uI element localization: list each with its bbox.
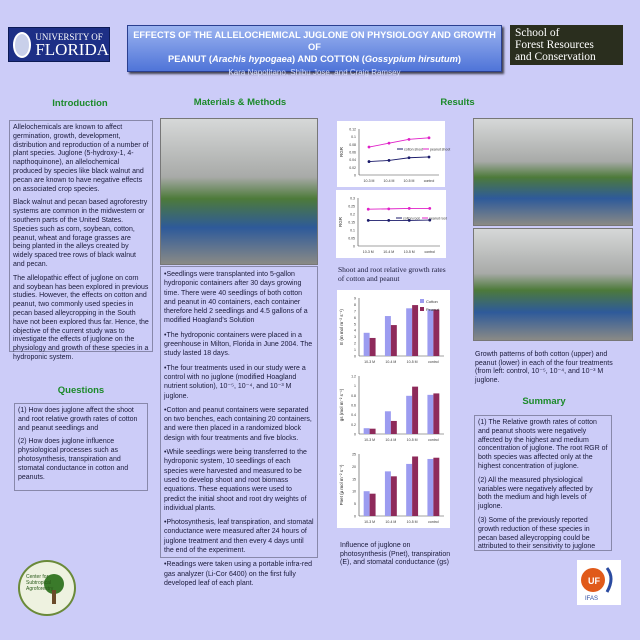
data-point bbox=[408, 156, 411, 159]
y-tick-label: 0 bbox=[353, 244, 355, 249]
methods-heading: Materials & Methods bbox=[193, 97, 287, 108]
x-tick-label: 10-5 M bbox=[406, 520, 418, 524]
y-tick-label: 0.8 bbox=[351, 393, 356, 398]
summary-box bbox=[474, 415, 612, 551]
y-tick-label: 1.2 bbox=[351, 374, 356, 379]
uf-logo-line1: UNIVERSITY OF bbox=[35, 31, 103, 42]
y-tick-label: 0.08 bbox=[349, 142, 356, 147]
y-tick-label: 0.1 bbox=[350, 228, 355, 233]
summary-item: (2) All the measured physiological variables were negatively affected by both the medium and high levels of juglone. bbox=[478, 476, 593, 511]
bar-peanut bbox=[433, 458, 439, 516]
data-point bbox=[368, 146, 371, 149]
bar-peanut bbox=[433, 310, 439, 356]
poster-title-banner bbox=[127, 25, 502, 77]
question-item: (2) How does juglone influence physiological processes such as photosynthesis, transpiration and stomatal conductance in cotton and peanuts. bbox=[18, 438, 129, 481]
y-tick-label: 0.2 bbox=[350, 212, 355, 217]
y-tick-label: 1 bbox=[354, 348, 356, 353]
bar-peanut bbox=[391, 476, 397, 516]
methods-item: •The hydroponic containers were placed in a greenhouse in Milton, Florida in June 2004. The study lasted 18 days. bbox=[164, 331, 313, 358]
svg-text:Center for: Center for bbox=[26, 574, 49, 580]
photosynthesis-chart bbox=[337, 446, 450, 528]
x-tick-label: 10-4 M bbox=[383, 179, 395, 183]
bar-peanut bbox=[412, 456, 418, 516]
bar-peanut bbox=[391, 325, 397, 356]
summary-heading: Summary bbox=[522, 396, 566, 407]
y-tick-label: 0.02 bbox=[349, 165, 356, 170]
bar-peanut bbox=[412, 387, 418, 434]
x-tick-label: 10-5 M bbox=[403, 179, 415, 183]
intro-heading: Introduction bbox=[52, 98, 108, 109]
bar-cotton bbox=[385, 411, 391, 434]
y-tick-label: 0 bbox=[354, 514, 356, 519]
y-tick-label: 0.1 bbox=[351, 135, 356, 140]
x-tick-label: 10-4 M bbox=[385, 520, 397, 524]
x-tick-label: 10-5 M bbox=[406, 360, 418, 364]
physio-caption: Influence of juglone on photosynthesis (Pnet), transpiration (E), and stomatal conductance (gs) bbox=[340, 542, 451, 566]
bar-peanut bbox=[391, 421, 397, 434]
physiology-chart-panel bbox=[337, 290, 450, 528]
summary-item: (3) Some of the previously reported growth reduction of these species in pecan based alleycropping could be attributed to their sensitivity to juglone bbox=[478, 516, 596, 551]
school-line1: School of bbox=[515, 27, 560, 39]
methods-item: •The four treatments used in our study were a control with no juglone (modified Hoagland nutrient solution), 10⁻⁵, 10⁻⁴, and 10⁻³ M juglone. bbox=[164, 364, 306, 400]
intro-paragraph: Allelochemicals are known to affect germination, growth, development, distribution and reproduction of a number of plant species. Juglone (5-hydroxy-1, 4-napthoquinone), an allelochemical produced by species like black walnut and pecan are known to have negative effects on associated crop species. bbox=[13, 124, 149, 193]
bar-cotton bbox=[427, 395, 433, 434]
y-axis-label: RGR bbox=[339, 147, 344, 157]
methods-item: •Readings were taken using a portable infra-red gas analyzer (Li-Cor 6400) on the first fully developed leaf of each plant. bbox=[164, 561, 312, 587]
intro-paragraph: The allelopathic effect of juglone on corn and soybean has been explored in previous studies. However, the effects on cotton and peanut, two commonly used species in pecan based alleycropping in the South have not been explored thus far. Hence, the objective of the current study was to investigate the effects of juglone on the physiology and growth of these species in a hydroponic system. bbox=[13, 274, 149, 361]
summary-item: (1) The Relative growth rates of cotton and peanut shoots were negatively affected by the highest and medium concentration of juglone. The root RGR of both species was affected only at the highest concentration of juglone. bbox=[478, 419, 608, 470]
data-point bbox=[388, 159, 391, 162]
conductance-chart bbox=[337, 368, 450, 446]
rgr-caption: Shoot and root relative growth rates of cotton and peanut bbox=[338, 265, 446, 283]
title-line1: EFFECTS OF THE ALLELOCHEMICAL JUGLONE ON PHYSIOLOGY AND GROWTH OF bbox=[133, 30, 496, 52]
legend-label: Peanut bbox=[426, 307, 439, 312]
question-item: (1) How does juglone affect the shoot and root relative growth rates of cotton and peanut seedlings and bbox=[18, 407, 138, 432]
authors: Kara Napolitano, Shibu Jose, and Craig Ramsey bbox=[228, 68, 401, 77]
x-tick-label: 10-4 M bbox=[383, 250, 395, 254]
y-tick-label: 2 bbox=[354, 341, 356, 346]
y-tick-label: 0.4 bbox=[351, 413, 356, 418]
y-tick-label: 25 bbox=[352, 452, 356, 457]
uf-ifas-logo bbox=[577, 560, 621, 605]
x-tick-label: 10-3 M bbox=[364, 360, 376, 364]
series-line-0 bbox=[369, 157, 429, 162]
intro-box bbox=[9, 120, 153, 361]
svg-text:Agroforestry: Agroforestry bbox=[26, 586, 54, 592]
methods-item: •Seedlings were transplanted into 5-gallon hydroponic containers after 30 days growing time. There were 40 seedlings of both cotton and peanut in 40 containers, each container therefore held 2 seedlings and 4.5 gallons of a modified Hoagland's Solution bbox=[164, 271, 308, 325]
x-tick-label: 10-5 M bbox=[406, 438, 418, 442]
bar-cotton bbox=[364, 491, 370, 516]
y-tick-label: 0 bbox=[354, 354, 356, 359]
x-tick-label: 10-4 M bbox=[385, 360, 397, 364]
bar-cotton bbox=[406, 396, 412, 434]
bar-cotton bbox=[406, 464, 412, 516]
data-point bbox=[387, 219, 390, 222]
tree-icon bbox=[20, 562, 74, 614]
legend-label: cotton shoot bbox=[404, 147, 424, 152]
y-tick-label: 20 bbox=[352, 464, 356, 469]
y-axis-label: Pnet (µ mol m⁻² s⁻¹) bbox=[339, 464, 344, 506]
uf-logo bbox=[8, 27, 110, 62]
series-line-1 bbox=[369, 138, 429, 147]
y-tick-label: 0.3 bbox=[350, 196, 355, 201]
y-axis-label: E (m mol m⁻² s⁻¹) bbox=[339, 309, 344, 345]
data-point bbox=[428, 136, 431, 139]
y-tick-label: 8 bbox=[354, 302, 356, 307]
photo-caption: Growth patterns of both cotton (upper) and peanut (lower) in each of the four treatments (from left: control, 10⁻⁵, 10⁻⁴, and 10⁻³ M juglone. bbox=[475, 351, 613, 384]
y-tick-label: 0.6 bbox=[351, 403, 356, 408]
greenhouse-photo bbox=[160, 118, 318, 265]
data-point bbox=[388, 142, 391, 145]
methods-box bbox=[160, 266, 318, 587]
data-point bbox=[367, 219, 370, 222]
y-tick-label: 0.06 bbox=[349, 150, 356, 155]
methods-item: •Photosynthesis, leaf transpiration, and stomatal conductance were measured after 24 hours of juglone treatment and then every 4 days until the end of the experiment. bbox=[164, 519, 314, 555]
y-tick-label: 4 bbox=[354, 328, 356, 333]
y-tick-label: 0.12 bbox=[349, 127, 356, 132]
root-rgr-chart bbox=[336, 190, 446, 258]
x-tick-label: 10-5 M bbox=[403, 250, 415, 254]
y-tick-label: 6 bbox=[354, 315, 356, 320]
methods-item: •Cotton and peanut containers were separated on two benches, each containing 20 containers, and were then placed in a randomized block design with four treatments and five blocks. bbox=[164, 406, 312, 442]
x-tick-label: control bbox=[428, 438, 439, 442]
series-line-1 bbox=[368, 208, 430, 209]
y-tick-label: 15 bbox=[352, 477, 356, 482]
svg-text:IFAS: IFAS bbox=[585, 596, 599, 602]
legend-label: peanut root bbox=[429, 216, 447, 221]
data-point bbox=[368, 160, 371, 163]
y-tick-label: 0 bbox=[354, 432, 356, 437]
y-tick-label: 0.2 bbox=[351, 422, 356, 427]
uf-logo-line2: FLORIDA bbox=[35, 39, 109, 59]
x-tick-label: 10-3 M bbox=[364, 520, 376, 524]
school-line3: and Conservation bbox=[515, 51, 596, 63]
ifas-icon bbox=[577, 560, 621, 605]
bar-cotton bbox=[364, 428, 370, 434]
bar-peanut bbox=[370, 494, 376, 516]
bar-cotton bbox=[427, 459, 433, 516]
bar-peanut bbox=[433, 393, 439, 434]
bar-peanut bbox=[412, 305, 418, 356]
agroforestry-center-logo bbox=[18, 560, 76, 616]
intro-paragraph: Black walnut and pecan based agroforestry systems are common in the midwestern or southern parts of the United States. Species such as corn, soybean, cotton, peanut, wheat and forage grasses are being planted in the alleys created by widely spaced tree rows of black walnut and pecan. bbox=[13, 199, 148, 268]
bar-cotton bbox=[406, 308, 412, 356]
x-tick-label: 10-3 M bbox=[362, 250, 374, 254]
legend-label: Cotton bbox=[426, 299, 438, 304]
y-tick-label: 0.25 bbox=[348, 204, 355, 209]
y-tick-label: 3 bbox=[354, 335, 356, 340]
shoot-rgr-chart bbox=[337, 121, 451, 187]
transpiration-chart bbox=[337, 290, 450, 368]
questions-box bbox=[14, 403, 148, 491]
peanut-growth-photo bbox=[473, 228, 633, 341]
y-tick-label: 10 bbox=[352, 489, 356, 494]
school-logo bbox=[510, 25, 623, 65]
x-tick-label: 10-4 M bbox=[385, 438, 397, 442]
questions-heading: Questions bbox=[57, 385, 105, 396]
y-tick-label: 0.05 bbox=[348, 236, 355, 241]
cotton-growth-photo bbox=[473, 118, 633, 226]
bar-cotton bbox=[364, 333, 370, 356]
x-tick-label: control bbox=[423, 179, 435, 183]
legend-label: cotton root bbox=[403, 216, 420, 221]
bar-cotton bbox=[427, 310, 433, 356]
y-tick-label: 7 bbox=[354, 309, 356, 314]
bar-peanut bbox=[370, 429, 376, 434]
data-point bbox=[367, 208, 370, 211]
legend-swatch bbox=[420, 307, 424, 311]
data-point bbox=[408, 138, 411, 141]
x-tick-label: control bbox=[428, 520, 439, 524]
y-tick-label: 0.15 bbox=[348, 220, 355, 225]
svg-text:UF: UF bbox=[588, 576, 600, 586]
y-tick-label: 1 bbox=[354, 384, 356, 389]
data-point bbox=[387, 207, 390, 210]
data-point bbox=[428, 156, 431, 159]
y-tick-label: 5 bbox=[354, 502, 356, 507]
bar-cotton bbox=[385, 316, 391, 356]
y-axis-label: RGR bbox=[338, 217, 343, 227]
y-tick-label: 0.04 bbox=[349, 158, 356, 163]
data-point bbox=[408, 207, 411, 210]
svg-text:Subtropical: Subtropical bbox=[26, 580, 52, 586]
bar-cotton bbox=[385, 471, 391, 516]
title-line2: PEANUT (Arachis hypogaea) AND COTTON (Gossypium hirsutum) bbox=[168, 54, 461, 64]
x-tick-label: 10-3 M bbox=[364, 438, 376, 442]
school-line2: Forest Resources bbox=[515, 39, 594, 51]
y-tick-label: 5 bbox=[354, 322, 356, 327]
y-tick-label: 0 bbox=[354, 173, 356, 178]
legend-label: peanut shoot bbox=[430, 147, 451, 152]
legend-swatch bbox=[420, 299, 424, 303]
y-axis-label: gs (mol m⁻² s⁻¹) bbox=[339, 388, 344, 422]
methods-item: •While seedlings were being transferred to the hydroponic system, 10 seedlings of each species were harvested and measured to be used to develop shoot and root biomass equations. These equations were used to predict the initial shoot and root dry weights of individual plants. bbox=[164, 449, 307, 512]
uf-seal-icon bbox=[13, 32, 31, 58]
x-tick-label: control bbox=[428, 360, 439, 364]
x-tick-label: 10-3 M bbox=[363, 179, 375, 183]
data-point bbox=[428, 207, 431, 210]
x-tick-label: control bbox=[424, 250, 436, 254]
results-heading: Results bbox=[440, 97, 475, 108]
y-tick-label: 9 bbox=[354, 296, 356, 301]
bar-peanut bbox=[370, 338, 376, 356]
